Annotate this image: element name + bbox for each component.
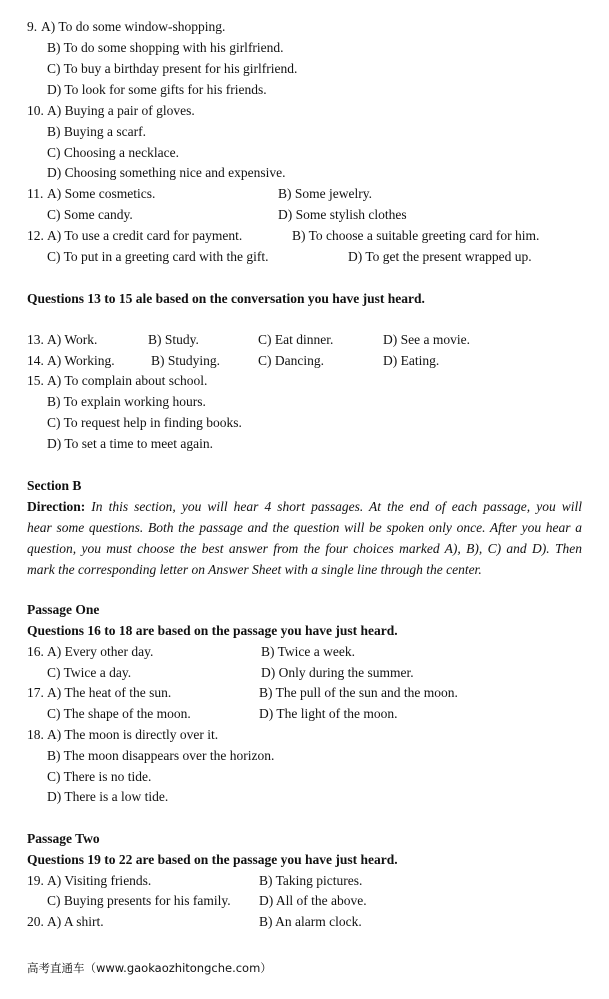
- option-c: C) The shape of the moon.: [47, 706, 191, 721]
- option-b: B) An alarm clock.: [259, 914, 362, 929]
- option-b: B) Studying.: [151, 353, 221, 368]
- option-d: D) All of the above.: [259, 893, 367, 908]
- option-a: A) To complain about school.: [47, 373, 208, 388]
- option-d: D) There is a low tide.: [47, 789, 169, 804]
- question-group-heading: Questions 19 to 22 are based on the passage you have just heard.: [27, 852, 398, 867]
- option-c: C) To request help in finding books.: [47, 415, 242, 430]
- option-c: C) To buy a birthday present for his girlfriend.: [47, 61, 298, 76]
- option-d: D) To look for some gifts for his friends.: [47, 82, 267, 97]
- option-b: B) The pull of the sun and the moon.: [259, 685, 458, 700]
- section-title: Section B: [27, 478, 82, 493]
- direction-line: [27, 497, 582, 518]
- option-b: B) To explain working hours.: [47, 394, 206, 409]
- option-a: A) To do some window-shopping.: [41, 19, 226, 34]
- option-c: C) To put in a greeting card with the gift.: [47, 249, 269, 264]
- question-number: 16.: [27, 644, 44, 659]
- option-b: B) Some jewelry.: [278, 186, 372, 201]
- option-d: D) To get the present wrapped up.: [348, 249, 532, 264]
- direction-label: Direction:: [27, 499, 86, 514]
- option-c: C) There is no tide.: [47, 769, 152, 784]
- option-c: C) Eat dinner.: [258, 332, 334, 347]
- question-group-heading: Questions 13 to 15 ale based on the conversation you have just heard.: [27, 291, 425, 306]
- question-number: 17.: [27, 685, 44, 700]
- question-number: 11.: [27, 186, 44, 201]
- option-a: A) Every other day.: [47, 644, 154, 659]
- option-a: A) Some cosmetics.: [47, 186, 156, 201]
- direction-line: hear some questions. Both the passage and the question will be spoken only once. After you hear a: [27, 520, 582, 535]
- option-b: B) To do some shopping with his girlfriend.: [47, 40, 284, 55]
- option-a: A) Working.: [47, 353, 115, 368]
- option-d: D) See a movie.: [383, 332, 470, 347]
- option-a: A) The moon is directly over it.: [47, 727, 219, 742]
- option-a: A) Visiting friends.: [47, 873, 152, 888]
- option-b: B) Study.: [148, 332, 199, 347]
- option-c: C) Choosing a necklace.: [47, 145, 179, 160]
- option-b: B) Taking pictures.: [259, 873, 363, 888]
- option-b: B) Twice a week.: [261, 644, 356, 659]
- option-a: A) A shirt.: [47, 914, 104, 929]
- option-d: D) The light of the moon.: [259, 706, 398, 721]
- option-d: D) Choosing something nice and expensive.: [47, 165, 286, 180]
- option-c: C) Twice a day.: [47, 665, 132, 680]
- option-c: C) Buying presents for his family.: [47, 893, 231, 908]
- option-a: A) The heat of the sun.: [47, 685, 172, 700]
- option-d: D) Some stylish clothes: [278, 207, 407, 222]
- passage-title: Passage Two: [27, 831, 100, 846]
- question-group-heading: Questions 16 to 18 are based on the passage you have just heard.: [27, 623, 398, 638]
- question-number: 9.: [27, 19, 38, 34]
- direction-text: In this section, you will hear 4 short passages. At the end of each passage, you will: [91, 499, 583, 514]
- question-number: 10.: [27, 103, 44, 118]
- question-number: 14.: [27, 353, 44, 368]
- option-a: A) Work.: [47, 332, 98, 347]
- option-c: C) Dancing.: [258, 353, 324, 368]
- option-d: D) Only during the summer.: [261, 665, 414, 680]
- option-a: A) To use a credit card for payment.: [47, 228, 243, 243]
- question-number: 20.: [27, 914, 44, 929]
- option-d: D) Eating.: [383, 353, 440, 368]
- question-number: 12.: [27, 228, 44, 243]
- option-b: B) The moon disappears over the horizon.: [47, 748, 275, 763]
- option-c: C) Some candy.: [47, 207, 133, 222]
- passage-title: Passage One: [27, 602, 100, 617]
- question-number: 15.: [27, 373, 44, 388]
- question-number: 19.: [27, 873, 44, 888]
- question-number: 13.: [27, 332, 44, 347]
- footer-source: 高考直通车（www.gaokaozhitongche.com）: [27, 961, 272, 975]
- direction-line: question, you must choose the best answer from the four choices marked A), B), C) and D). Then: [27, 541, 582, 556]
- option-b: B) To choose a suitable greeting card for him.: [292, 228, 540, 243]
- option-a: A) Buying a pair of gloves.: [47, 103, 195, 118]
- direction-line: mark the corresponding letter on Answer Sheet with a single line through the center.: [27, 562, 482, 577]
- option-d: D) To set a time to meet again.: [47, 436, 214, 451]
- option-b: B) Buying a scarf.: [47, 124, 146, 139]
- question-number: 18.: [27, 727, 44, 742]
